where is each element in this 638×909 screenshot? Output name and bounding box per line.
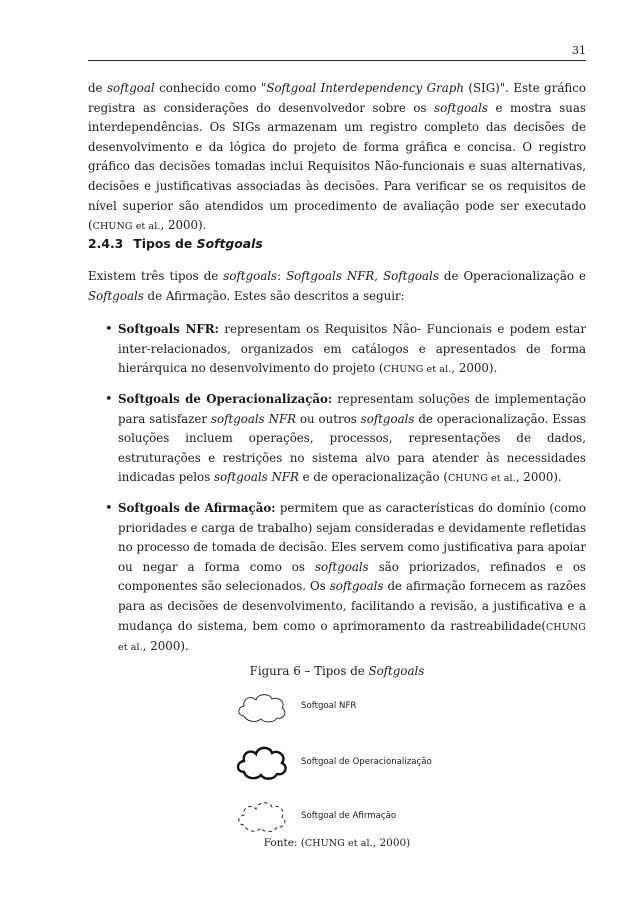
figure-caption: Figura 6 – Tipos de Softgoals	[249, 664, 425, 678]
bullet-dot: •	[105, 322, 113, 337]
figure-source: Fonte: (CHUNG et al., 2000)	[263, 837, 411, 849]
list-item: • Softgoals NFR: representam os Requisitos Não- Funcionais e podem estar inter-relacionados, organizados em catálogos e apresentados de forma hierárquica no desenvolvimento do projeto (CHUNG et al., 2000).	[105, 322, 586, 376]
citation: CHUNG et al.	[92, 221, 161, 233]
bullet-dot: •	[105, 392, 113, 407]
cloud-bold-icon	[234, 741, 290, 785]
cloud-dashed-icon	[234, 795, 290, 839]
legend-label: Softgoal NFR	[301, 701, 357, 711]
list-item: • Softgoals de Operacionalização: representam soluções de implementação para satisfazer softgoals NFR ou outros softgoals de operacionalização. Essas soluções incluem operações, processos, representações de dados, estruturações e restrições no sistema alvo para atender às necessidades indicadas pelos softgoals NFR e de operacionalização (CHUNG et al., 2000).	[105, 392, 586, 485]
bullet-list	[100, 390, 586, 489]
legend-label: Softgoal de Afirmação	[301, 811, 397, 821]
header-rule	[88, 60, 586, 61]
paragraph-sig: de softgoal conhecido como "Softgoal Interdependency Graph (SIG)". Este gráfico registra as considerações do desenvolvedor sobre os softgoals e mostra suas interdependências. Os SIGs armazenam um registro completo das decisões de desenvolvimento e da lógica do projeto de forma gráfica e concisa. O registro gráfico das decisões tomadas inclui Requisitos Não-funcionais e suas alternativas, decisões e justificativas associadas às decisões. Para verificar se os requisitos de nível superior são atendidos um procedimento de avaliação pode ser executado (CHUNG et al., 2000).	[88, 81, 586, 233]
list-item: • Softgoals de Afirmação: permitem que as características do domínio (como prioridades e carga de trabalho) sejam consideradas e devidamente refletidas no processo de tomada de decisão. Eles servem como justificativa para apoiar ou negar a forma como os softgoals são priorizados, refinados e os componentes são selecionados. Os softgoals de afirmação fornecem as razões para as decisões de desenvolvimento, facilitando a revisão, a justificativa e a mudança do sistema, bem como o aprimoramento da rastreabilidade(CHUNG et al., 2000).	[105, 501, 586, 654]
cloud-thin-icon	[234, 688, 290, 728]
bullet-list	[100, 320, 586, 380]
bullet-dot: •	[105, 501, 113, 516]
bullet-list	[100, 499, 586, 658]
section-title: Tipos de Softgoals	[133, 236, 263, 251]
paragraph-intro: Existem três tipos de softgoals: Softgoals NFR, Softgoals de Operacionalização e Softgoals de Afirmação. Estes são descritos a seguir:	[88, 269, 587, 303]
section-heading	[88, 236, 263, 251]
page-number: 31	[572, 44, 586, 57]
section-number: 2.4.3	[88, 236, 124, 251]
legend-label: Softgoal de Operacionalização	[301, 757, 432, 767]
